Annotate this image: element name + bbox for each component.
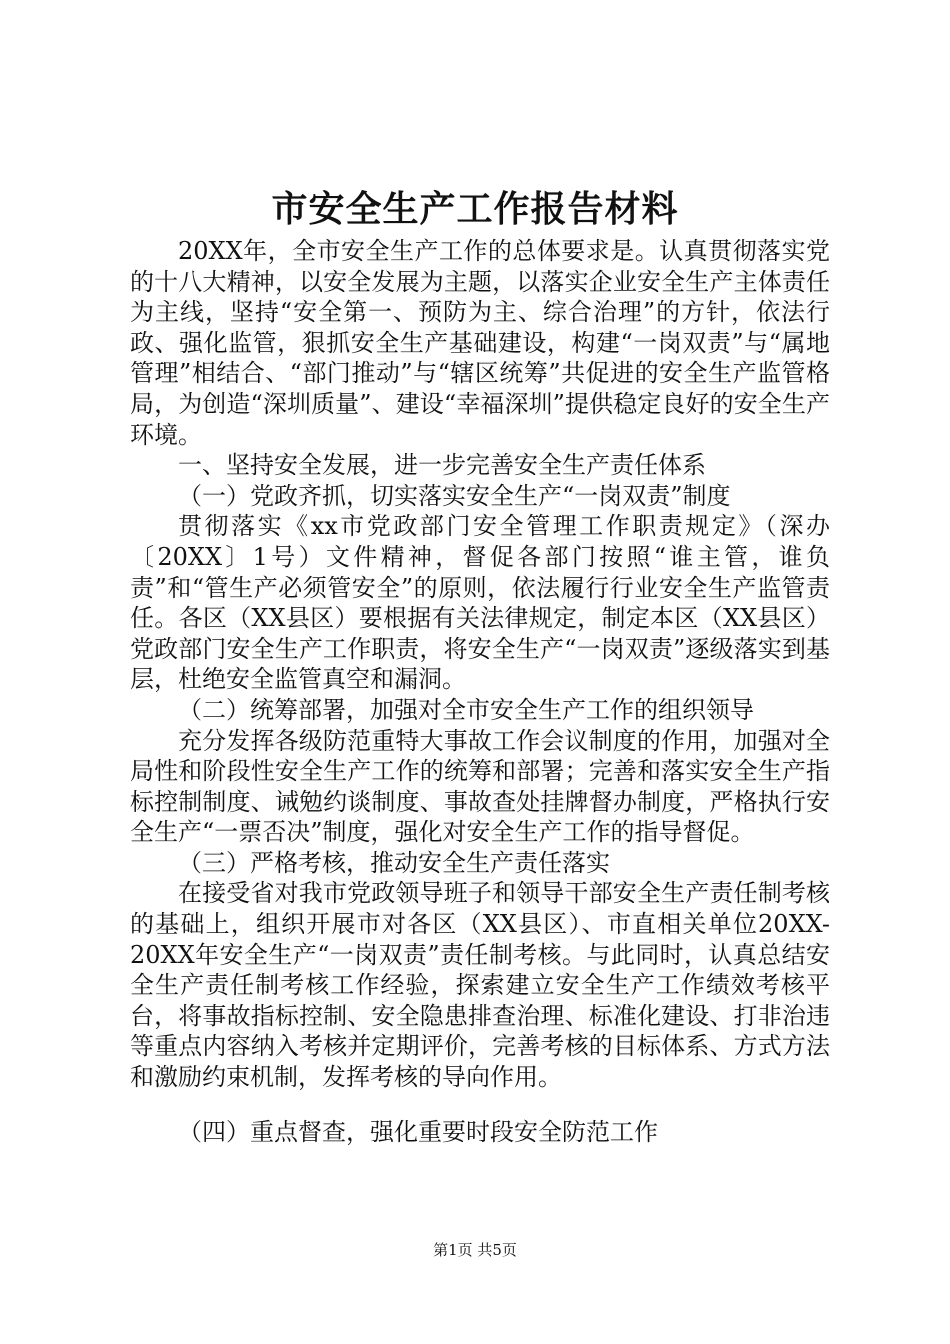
subsection-heading-1: （一）党政齐抓，切实落实安全生产“一岗双责”制度: [178, 481, 731, 510]
subsection-heading-3: （三）严格考核，推动安全生产责任落实: [178, 848, 610, 877]
document-title: 市安全生产工作报告材料: [271, 188, 679, 230]
subsection-heading-4: （四）重点督查，强化重要时段安全防范工作: [178, 1117, 658, 1146]
body-paragraph-1: 贯彻落实《xx市党政部门安全管理工作职责规定》（深办〔20XX〕1号）文件精神，督促各部门按照“谁主管，谁负责”和“管生产必须管安全”的原则，依法履行行业安全生产监管责任。各区（XX县区）要根据有关法律规定，制定本区（XX县区）党政部门安全生产工作职责，将安全生产“一岗双责”逐级落实到基层，杜绝安全监管真空和漏洞。: [130, 512, 830, 694]
intro-paragraph: 20XX年，全市安全生产工作的总体要求是。认真贯彻落实党的十八大精神，以安全发展为主题，以落实企业安全生产主体责任为主线，坚持“安全第一、预防为主、综合治理”的方针，依法行政、强化监管，狠抓安全生产基础建设，构建“一岗双责”与“属地管理”相结合、“部门推动”与“辖区统筹”共促进的安全生产监管格局，为创造“深圳质量”、建设“幸福深圳”提供稳定良好的安全生产环境。: [130, 237, 830, 449]
body-paragraph-3: 在接受省对我市党政领导班子和领导干部安全生产责任制考核的基础上，组织开展市对各区（XX县区）、市直相关单位20XX-20XX年安全生产“一岗双责”责任制考核。与此同时，认真总结安全生产责任制考核工作经验，探索建立安全生产工作绩效考核平台，将事故指标控制、安全隐患排查治理、标准化建设、打非治违等重点内容纳入考核并定期评价，完善考核的目标体系、方式方法和激励约束机制，发挥考核的导向作用。: [130, 879, 830, 1092]
document-body: [130, 236, 830, 1147]
subsection-heading-2: （二）统筹部署，加强对全市安全生产工作的组织领导: [178, 695, 754, 724]
section-heading-1: 一、坚持安全发展，进一步完善安全生产责任体系: [178, 451, 706, 480]
page-number: 第1页 共5页: [433, 1241, 517, 1259]
body-paragraph-2: 充分发挥各级防范重特大事故工作会议制度的作用，加强对全局性和阶段性安全生产工作的统筹和部署；完善和落实安全生产指标控制制度、诫勉约谈制度、事故查处挂牌督办制度，严格执行安全生产“一票否决”制度，强化对安全生产工作的指导督促。: [130, 726, 830, 847]
